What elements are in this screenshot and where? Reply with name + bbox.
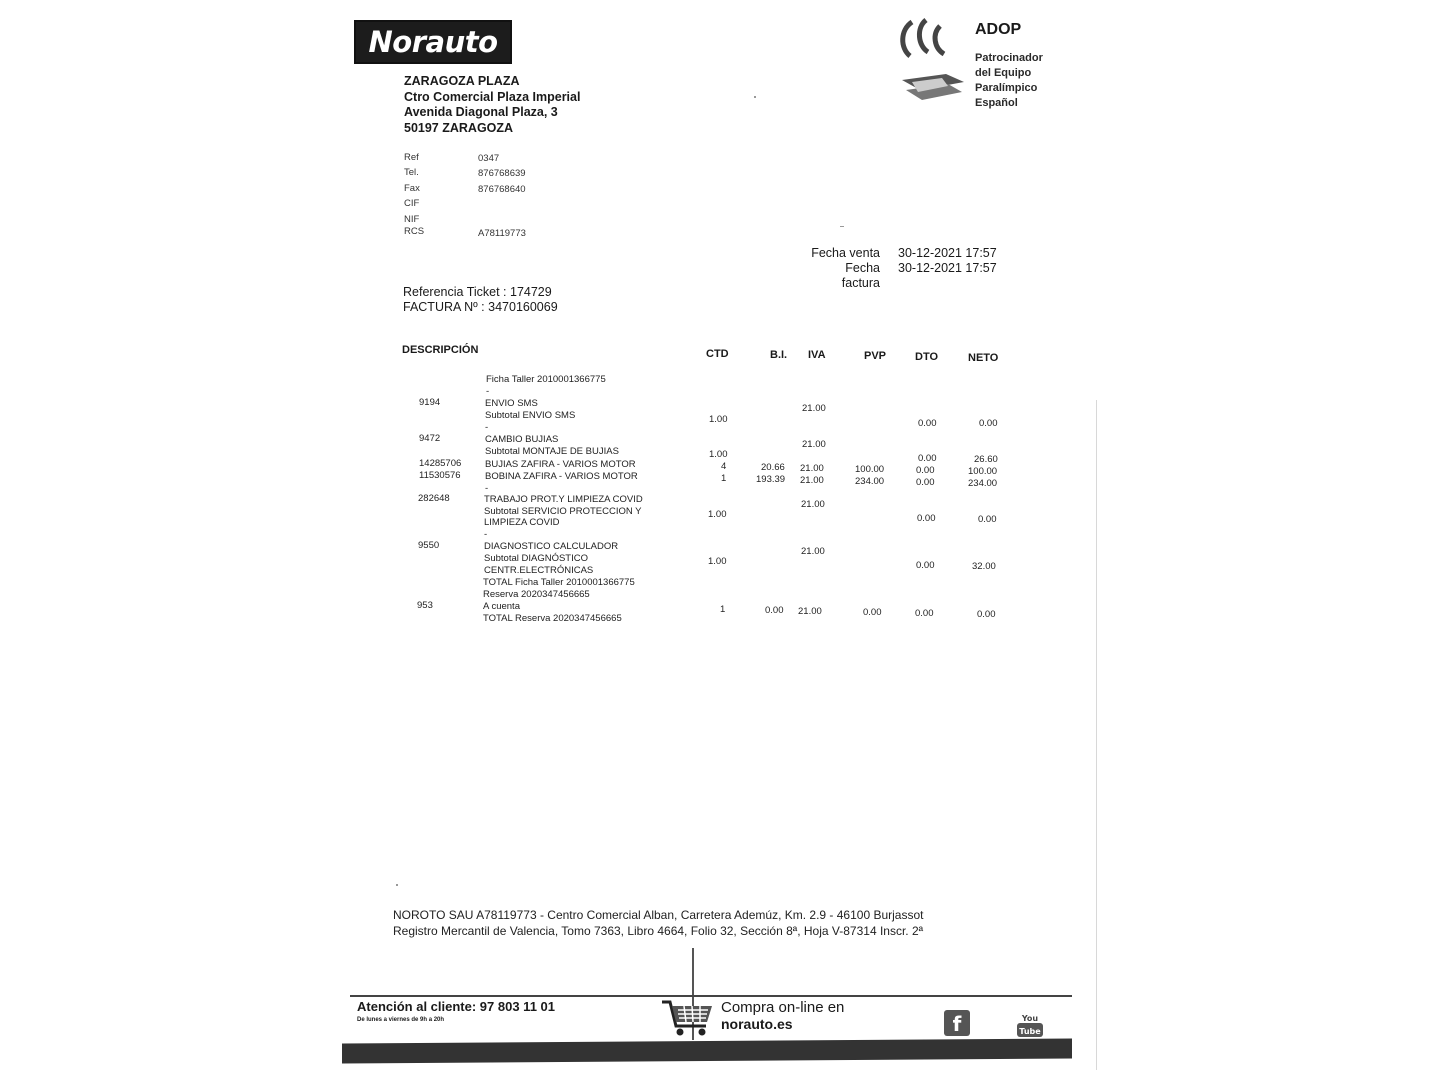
row-ctd: 1.00 bbox=[709, 449, 728, 460]
store-city: 50197 ZARAGOZA bbox=[404, 120, 514, 135]
row-neto: 32.00 bbox=[972, 561, 996, 572]
adop-line: Paralímpico bbox=[975, 82, 1038, 94]
row-neto: 0.00 bbox=[979, 418, 998, 429]
scan-speck bbox=[396, 884, 398, 886]
invoice-date-value: 30-12-2021 17:57 bbox=[898, 261, 997, 275]
customer-service-hours: De lunes a viernes de 9h a 20h bbox=[357, 1017, 445, 1023]
shopping-cart-icon bbox=[660, 996, 716, 1038]
header-bi: B.I. bbox=[770, 349, 788, 361]
company-legal-info bbox=[393, 907, 923, 939]
online-shop-url: norauto.es bbox=[721, 1016, 793, 1032]
row-ctd: 1.00 bbox=[708, 509, 727, 520]
ref-label: Ref bbox=[404, 152, 419, 163]
row-desc: ENVIO SMS bbox=[485, 398, 538, 409]
scan-speck bbox=[754, 96, 756, 98]
row-neto: 234.00 bbox=[968, 478, 998, 489]
row-desc: DIAGNOSTICO CALCULADOR bbox=[484, 541, 619, 552]
sale-date-value: 30-12-2021 17:57 bbox=[898, 246, 997, 260]
row-pvp: 0.00 bbox=[863, 607, 882, 618]
row-code: 14285706 bbox=[419, 458, 462, 469]
adop-line: del Equipo bbox=[975, 67, 1032, 79]
row-code: 11530576 bbox=[419, 470, 461, 481]
header-iva: IVA bbox=[808, 349, 826, 361]
row-iva: 21.00 bbox=[800, 475, 824, 486]
row-dto: 0.00 bbox=[918, 453, 937, 464]
row-dto: 0.00 bbox=[918, 418, 937, 429]
fax-value: 876768640 bbox=[478, 184, 526, 195]
row-dto: 0.00 bbox=[916, 465, 935, 476]
row-iva: 21.00 bbox=[802, 403, 826, 414]
store-address bbox=[404, 74, 580, 136]
row-dto: 0.00 bbox=[916, 477, 935, 488]
logo-text: Norauto bbox=[368, 25, 498, 59]
adop-title: ADOP bbox=[975, 21, 1022, 38]
row-iva: 21.00 bbox=[798, 606, 822, 617]
facebook-icon: f bbox=[944, 1010, 970, 1036]
adop-line: Patrocinador bbox=[975, 52, 1043, 64]
row-dto: 0.00 bbox=[915, 608, 934, 619]
row-desc: A cuenta bbox=[483, 601, 520, 612]
legal-line: NOROTO SAU A78119773 - Centro Comercial Alban, Carretera Ademúz, Km. 2.9 - 46100 Burjassot bbox=[393, 908, 924, 922]
row-desc: - bbox=[484, 529, 488, 540]
store-name: ZARAGOZA PLAZA bbox=[404, 74, 520, 88]
row-iva: 21.00 bbox=[800, 463, 824, 474]
row-desc: Ficha Taller 2010001366775 bbox=[486, 374, 606, 385]
youtube-label-top: You bbox=[1021, 1014, 1039, 1023]
row-desc: Reserva 2020347456665 bbox=[483, 589, 590, 600]
row-desc: TRABAJO PROT.Y LIMPIEZA COVID bbox=[484, 494, 643, 505]
date-labels bbox=[807, 246, 880, 291]
row-bi: 0.00 bbox=[765, 605, 784, 616]
row-neto: 100.00 bbox=[968, 466, 998, 477]
tel-label: Tel. bbox=[404, 167, 419, 178]
adop-logo-icon bbox=[896, 16, 970, 110]
date-values bbox=[898, 246, 997, 276]
norauto-logo bbox=[354, 20, 512, 64]
store-street: Avenida Diagonal Plaza, 3 bbox=[404, 105, 558, 119]
row-ctd: 1.00 bbox=[709, 414, 728, 425]
row-desc: LIMPIEZA COVID bbox=[484, 517, 560, 528]
row-desc: CAMBIO BUJIAS bbox=[485, 434, 559, 445]
header-dto: DTO bbox=[915, 351, 939, 363]
row-desc: Subtotal DIAGNÓSTICO bbox=[484, 553, 589, 564]
row-neto: 0.00 bbox=[978, 514, 997, 525]
row-desc: Subtotal MONTAJE DE BUJIAS bbox=[485, 446, 619, 457]
ticket-info bbox=[403, 285, 558, 315]
row-neto: 0.00 bbox=[977, 609, 996, 620]
row-dto: 0.00 bbox=[917, 513, 936, 524]
row-dto: 0.00 bbox=[916, 560, 935, 571]
youtube-icon bbox=[1016, 1010, 1044, 1038]
row-code: 9194 bbox=[419, 397, 441, 408]
tel-value: 876768639 bbox=[478, 168, 526, 179]
header-ctd: CTD bbox=[706, 348, 729, 360]
row-pvp: 234.00 bbox=[855, 476, 885, 487]
header-pvp: PVP bbox=[864, 350, 887, 362]
row-ctd: 1 bbox=[720, 604, 726, 615]
row-ctd: 1 bbox=[721, 473, 727, 484]
online-shop-text: Compra on-line en bbox=[721, 999, 845, 1016]
store-center: Ctro Comercial Plaza Imperial bbox=[404, 89, 581, 104]
ref-value: 0347 bbox=[478, 153, 500, 164]
row-neto: 26.60 bbox=[974, 454, 998, 465]
row-desc: TOTAL Reserva 2020347456665 bbox=[483, 613, 622, 624]
row-desc: - bbox=[486, 386, 490, 397]
header-neto: NETO bbox=[968, 352, 999, 364]
invoice-number: FACTURA Nº : 3470160069 bbox=[403, 300, 558, 314]
row-pvp: 100.00 bbox=[855, 464, 885, 475]
nif-label: NIF bbox=[404, 214, 420, 225]
row-bi: 193.39 bbox=[756, 474, 786, 485]
rcs-value: A78119773 bbox=[478, 228, 526, 239]
row-code: 9472 bbox=[419, 433, 441, 444]
row-desc: - bbox=[485, 422, 489, 433]
row-ctd: 1.00 bbox=[708, 556, 727, 567]
sale-date-label: Fecha venta bbox=[811, 246, 880, 260]
page-edge bbox=[1096, 400, 1097, 1070]
youtube-label-bottom: Tube bbox=[1019, 1027, 1041, 1036]
row-iva: 21.00 bbox=[802, 439, 826, 450]
row-iva: 21.00 bbox=[801, 546, 825, 557]
fax-label: Fax bbox=[404, 183, 420, 194]
row-desc: CENTR.ELECTRÓNICAS bbox=[484, 565, 594, 576]
scan-speck bbox=[840, 226, 844, 227]
invoice-date-label: Fecha factura bbox=[841, 261, 880, 290]
row-bi: 20.66 bbox=[761, 462, 785, 473]
row-code: 282648 bbox=[418, 493, 450, 504]
row-desc: TOTAL Ficha Taller 2010001366775 bbox=[483, 577, 635, 588]
row-iva: 21.00 bbox=[801, 499, 825, 510]
header-description: DESCRIPCIÓN bbox=[402, 344, 479, 356]
rcs-label: RCS bbox=[404, 226, 425, 237]
row-desc: Subtotal SERVICIO PROTECCION Y bbox=[484, 506, 642, 517]
customer-service-phone: Atención al cliente: 97 803 11 01 bbox=[357, 999, 555, 1014]
row-desc: Subtotal ENVIO SMS bbox=[485, 410, 576, 421]
adop-tagline bbox=[975, 51, 1043, 111]
cif-label: CIF bbox=[404, 198, 420, 209]
row-ctd: 4 bbox=[721, 461, 727, 472]
row-code: 953 bbox=[417, 600, 433, 611]
ticket-reference: Referencia Ticket : 174729 bbox=[403, 285, 552, 299]
legal-line: Registro Mercantil de Valencia, Tomo 7363, Libro 4664, Folio 32, Sección 8ª, Hoja V-87314 Inscr. 2ª bbox=[393, 924, 924, 938]
row-desc: BUJIAS ZAFIRA - VARIOS MOTOR bbox=[485, 459, 636, 470]
row-code: 9550 bbox=[418, 540, 440, 551]
row-desc: BOBINA ZAFIRA - VARIOS MOTOR bbox=[485, 471, 638, 482]
adop-line: Español bbox=[975, 97, 1018, 109]
row-desc: - bbox=[485, 483, 489, 494]
